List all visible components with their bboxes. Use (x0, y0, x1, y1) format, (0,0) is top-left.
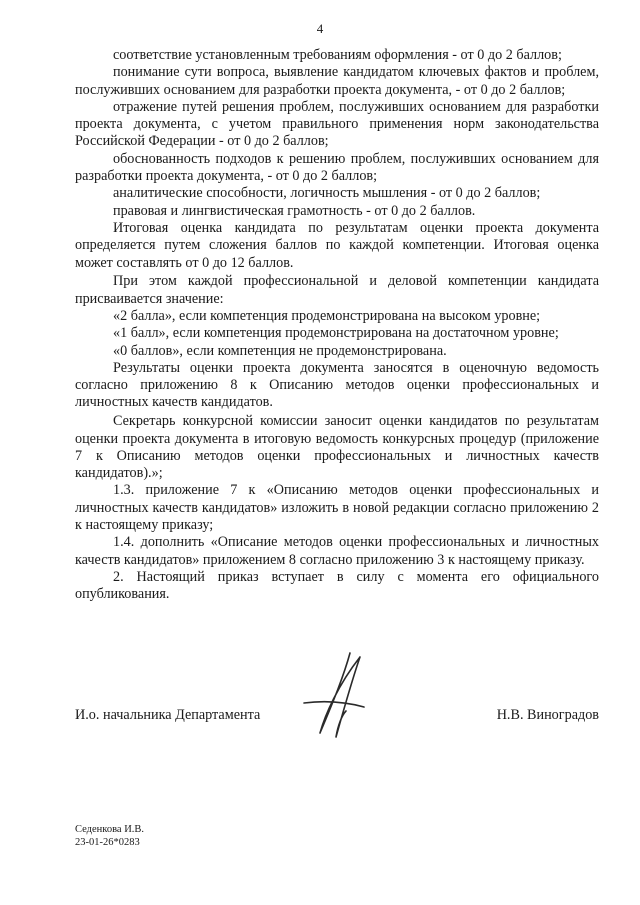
paragraph: отражение путей решения проблем, послуживших основанием для разработки проекта документа, с учетом правильного применения норм законодательства Российской Федерации - от 0 до 2 баллов; (75, 98, 599, 150)
signature-block (75, 707, 599, 727)
paragraph: 2. Настоящий приказ вступает в силу с момента его официального опубликования. (75, 568, 599, 603)
signatory-title: И.о. начальника Департамента (75, 707, 261, 723)
paragraph: 1.3. приложение 7 к «Описанию методов оценки профессиональных и личностных качеств кандидатов» изложить в новой редакции согласно приложению 2 к настоящему приказу; (75, 482, 599, 534)
handwritten-signature (290, 645, 380, 745)
executor-phone: 23-01-26*0283 (75, 837, 140, 848)
paragraph: Результаты оценки проекта документа заносятся в оценочную ведомость согласно приложению 8 к Описанию методов оценки профессиональных и личностных качеств кандидатов. (75, 359, 599, 411)
paragraph: Секретарь конкурсной комиссии заносит оценки кандидатов по результатам оценки проекта документа в итоговую ведомость конкурсных процедур (приложение 7 к Описанию методов оценки профессиональных и личностных качеств кандидатов).»; (75, 413, 599, 482)
paragraph: «1 балл», если компетенция продемонстрирована на достаточном уровне; (113, 325, 559, 342)
paragraph: 1.4. дополнить «Описание методов оценки профессиональных и личностных качеств кандидатов» приложением 8 согласно приложению 3 к настоящему приказу. (75, 534, 599, 568)
paragraph: аналитические способности, логичность мышления - от 0 до 2 баллов; (113, 185, 541, 202)
paragraph: соответствие установленным требованиям оформления - от 0 до 2 баллов; (113, 47, 562, 63)
executor-footer (75, 823, 144, 849)
page-number: 4 (316, 21, 324, 36)
document-body (75, 47, 599, 604)
executor-name: Седенкова И.В. (75, 824, 145, 835)
signatory-name: Н.В. Виноградов (496, 707, 599, 723)
paragraph: При этом каждой профессиональной и деловой компетенции кандидата присваивается значение: (75, 273, 599, 307)
paragraph: правовая и лингвистическая грамотность - от 0 до 2 баллов. (113, 202, 476, 219)
paragraph: «0 баллов», если компетенция не продемонстрирована. (113, 342, 447, 359)
paragraph: «2 балла», если компетенция продемонстрирована на высоком уровне; (113, 307, 541, 324)
paragraph: обоснованность подходов к решению проблем, послуживших основанием для разработки проекта документа, - от 0 до 2 баллов; (75, 150, 599, 185)
paragraph: понимание сути вопроса, выявление кандидатом ключевых фактов и проблем, послуживших основанием для разработки проекта документа, - от 0 до 2 баллов; (75, 64, 599, 98)
paragraph: Итоговая оценка кандидата по результатам оценки проекта документа определяется путем сложения баллов по каждой компетенции. Итоговая оценка может составлять от 0 до 12 баллов. (75, 219, 599, 271)
